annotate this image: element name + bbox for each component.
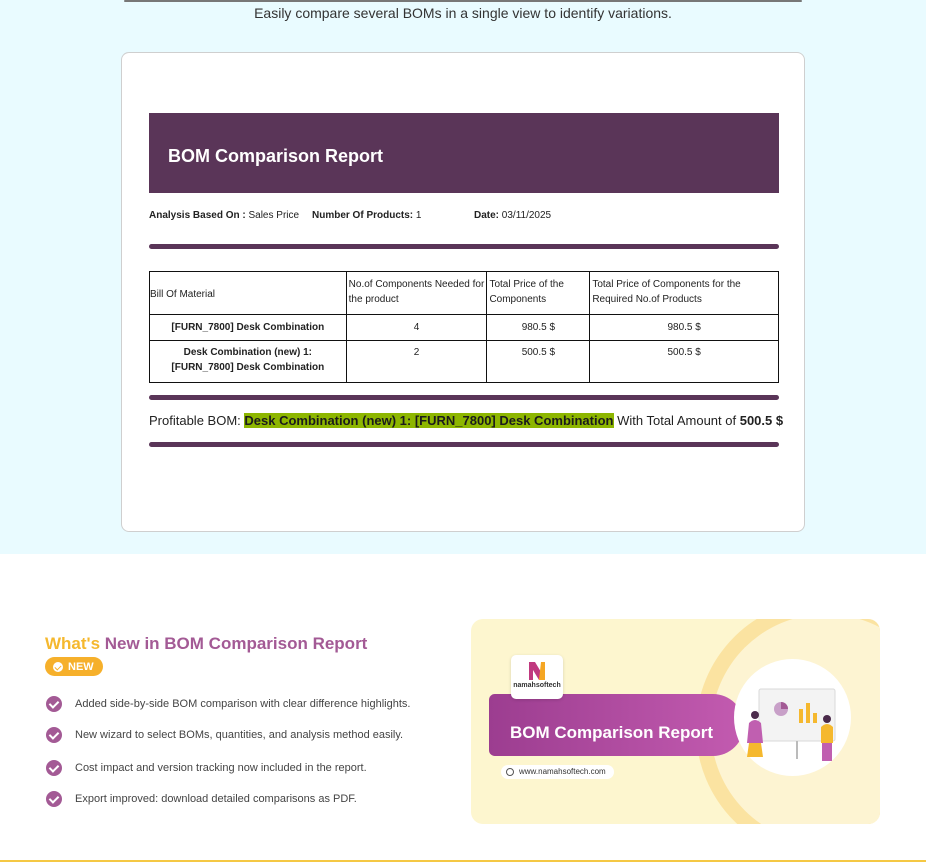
promo-banner bbox=[471, 619, 880, 824]
profitable-bom-summary bbox=[149, 413, 783, 428]
report-divider bbox=[149, 395, 779, 400]
report-divider bbox=[149, 442, 779, 447]
table-header-row bbox=[150, 272, 779, 315]
profitable-amount: 500.5 $ bbox=[739, 413, 784, 428]
required-total-cell: 500.5 $ bbox=[590, 341, 779, 383]
new-badge-label: NEW bbox=[68, 660, 94, 673]
whats-new-heading bbox=[45, 634, 367, 654]
feature-text: New wizard to select BOMs, quantities, and analysis method easily. bbox=[75, 729, 404, 741]
feature-text: Export improved: download detailed comparisons as PDF. bbox=[75, 793, 357, 805]
column-header: Total Price of Components for the Required No.of Products bbox=[590, 272, 779, 315]
presentation-illustration-icon bbox=[741, 679, 851, 769]
report-title: BOM Comparison Report bbox=[168, 146, 384, 166]
bom-name-cell: [FURN_7800] Desk Combination bbox=[150, 315, 347, 341]
components-cell: 4 bbox=[346, 315, 487, 341]
analysis-value: Sales Price bbox=[245, 210, 300, 221]
website-url: www.namahsoftech.com bbox=[519, 767, 606, 776]
table-row bbox=[150, 341, 779, 383]
whats-new-heading-part1: What's bbox=[45, 634, 101, 653]
bom-comparison-table bbox=[149, 271, 779, 383]
column-header: Bill Of Material bbox=[150, 272, 347, 315]
feature-item bbox=[46, 727, 403, 743]
report-divider bbox=[149, 244, 779, 249]
table-row bbox=[150, 315, 779, 341]
feature-item bbox=[46, 760, 367, 776]
report-header bbox=[149, 113, 779, 193]
badge-check-icon bbox=[53, 662, 63, 672]
check-icon bbox=[46, 727, 62, 743]
profitable-bom-highlight: Desk Combination (new) 1: [FURN_7800] Desk Combination bbox=[244, 413, 614, 428]
profitable-middle: With Total Amount of bbox=[613, 413, 740, 428]
whats-new-heading-part2: New in BOM Comparison Report bbox=[100, 634, 368, 653]
feature-item bbox=[46, 791, 357, 807]
products-label: Number Of Products: bbox=[312, 210, 414, 221]
total-price-cell: 500.5 $ bbox=[487, 341, 590, 383]
check-icon bbox=[46, 760, 62, 776]
column-header: No.of Components Needed for the product bbox=[346, 272, 487, 315]
intro-subtitle: Easily compare several BOMs in a single view to identify variations. bbox=[254, 5, 672, 21]
product-count bbox=[312, 210, 421, 221]
components-cell: 2 bbox=[346, 341, 487, 383]
date-label: Date: bbox=[474, 210, 500, 221]
total-price-cell: 980.5 $ bbox=[487, 315, 590, 341]
check-icon bbox=[46, 791, 62, 807]
analysis-basis bbox=[149, 210, 299, 221]
products-value: 1 bbox=[413, 210, 422, 221]
brand-logo bbox=[511, 655, 563, 699]
logo-n-icon bbox=[527, 660, 547, 682]
new-badge bbox=[45, 657, 103, 676]
report-preview-card bbox=[121, 52, 805, 532]
section-bottom-divider bbox=[0, 860, 926, 862]
check-icon bbox=[46, 696, 62, 712]
brand-name: namahsoftech bbox=[513, 682, 561, 689]
report-date bbox=[474, 210, 551, 221]
feature-text: Cost impact and version tracking now included in the report. bbox=[75, 762, 367, 774]
analysis-label: Analysis Based On : bbox=[149, 210, 246, 221]
website-link[interactable] bbox=[501, 765, 614, 779]
banner-title: BOM Comparison Report bbox=[510, 723, 714, 742]
required-total-cell: 980.5 $ bbox=[590, 315, 779, 341]
bom-name-cell: Desk Combination (new) 1: [FURN_7800] Desk Combination bbox=[150, 341, 347, 383]
column-header: Total Price of the Components bbox=[487, 272, 590, 315]
feature-text: Added side-by-side BOM comparison with clear difference highlights. bbox=[75, 698, 411, 710]
globe-icon bbox=[506, 768, 514, 776]
top-divider bbox=[124, 0, 802, 2]
date-value: 03/11/2025 bbox=[499, 210, 552, 221]
profitable-prefix: Profitable BOM: bbox=[149, 413, 245, 428]
feature-item bbox=[46, 696, 410, 712]
